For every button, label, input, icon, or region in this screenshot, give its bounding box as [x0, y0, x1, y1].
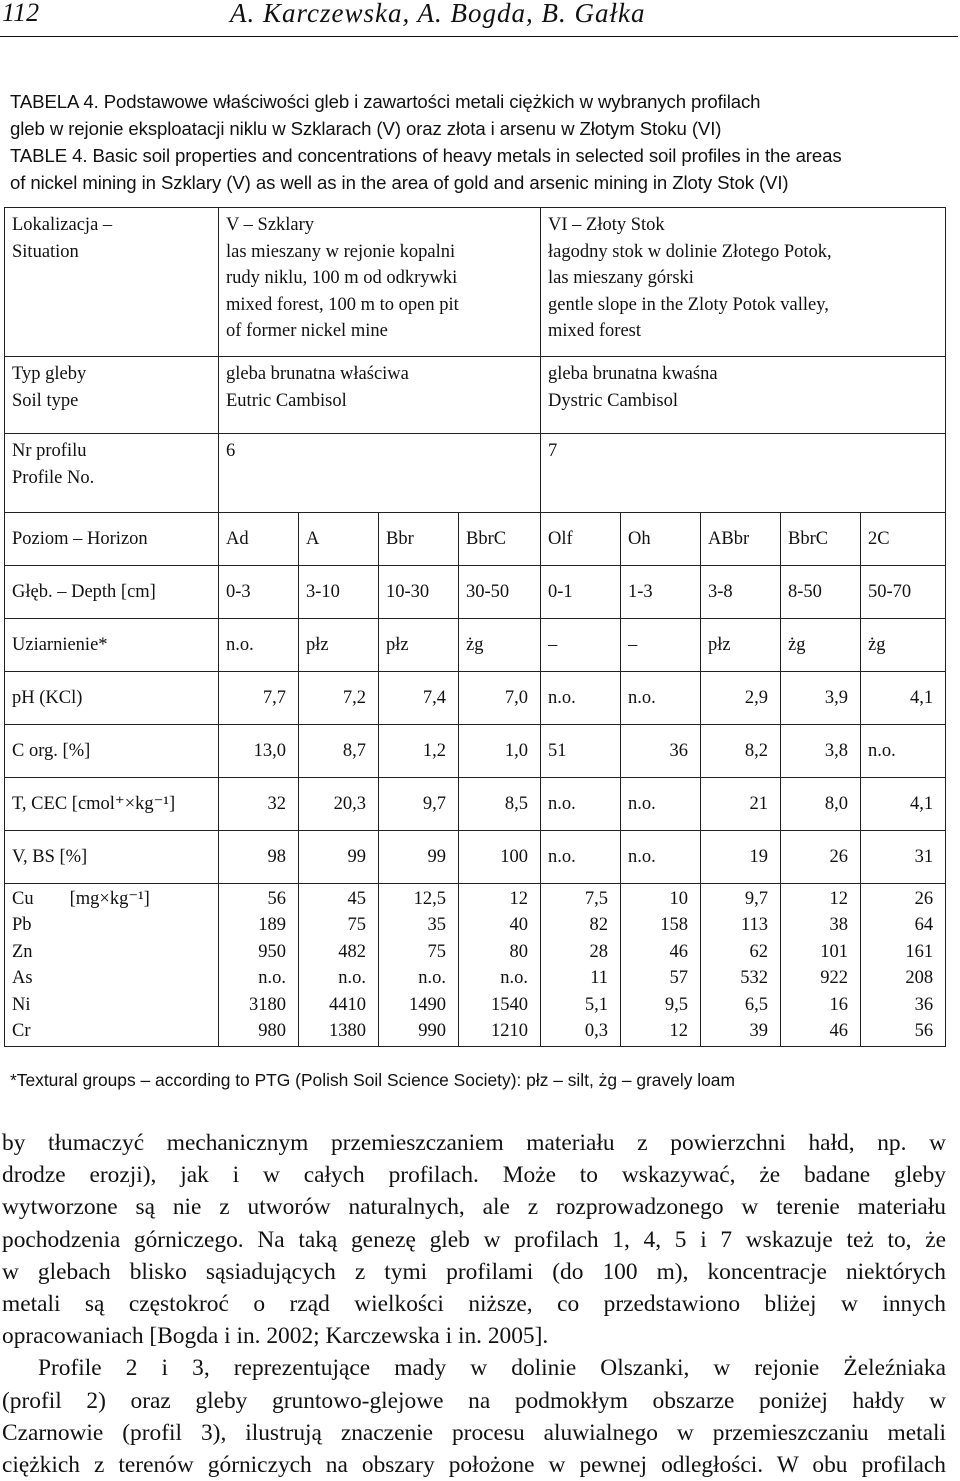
table-cell: płz: [299, 619, 379, 672]
text-line: ciężkich z terenów górniczych na obszary położone w pewnej odległości. W obu profilach: [2, 1452, 946, 1479]
metal-values-cell: 9,7 113 62 532 6,5 39: [701, 884, 781, 1047]
table-row-cec: [5, 778, 946, 831]
table-cell: n.o.: [621, 831, 701, 884]
table-row-horizon: [5, 513, 946, 566]
table-cell: 7,2: [299, 672, 379, 725]
text-line: pochodzenia górniczego. Na taką genezę gleb w profilach 1, 4, 5 i 7 wskazuje też to, że: [2, 1226, 946, 1253]
metal-values-cell: 56 189 950 n.o. 3180 980: [219, 884, 299, 1047]
metal-values-cell: 12 38 101 922 16 46: [781, 884, 861, 1047]
metal-values-cell: 10 158 46 57 9,5 12: [621, 884, 701, 1047]
metal-name: Zn: [12, 941, 33, 962]
text-line: by tłumaczyć mechanicznym przemieszczaniem materiału z powierzchni hałd, np. w: [2, 1130, 946, 1156]
table-cell: 7,4: [379, 672, 459, 725]
table-cell: 3,8: [781, 725, 861, 778]
table-cell: 10-30: [379, 566, 459, 619]
caption-line: TABLE 4. Basic soil properties and concentrations of heavy metals in selected soil profiles in the areas: [10, 145, 842, 166]
table-cell: 1-3: [621, 566, 701, 619]
table-cell: 51: [541, 725, 621, 778]
table-cell: 8,0: [781, 778, 861, 831]
row-label: Poziom – Horizon: [5, 513, 219, 566]
soil-properties-table: [4, 207, 946, 1047]
profile-no-v-cell: 6: [219, 434, 541, 513]
table-cell: 50-70: [861, 566, 946, 619]
text-line: wytworzone są nie z utworów naturalnych, ale z rozprowadzonego w terenie materiału: [2, 1194, 946, 1221]
table-cell: 21: [701, 778, 781, 831]
metal-name: Cr: [12, 1021, 31, 1041]
caption-line: gleb w rejonie eksploatacji niklu w Szklarach (V) oraz złota i arsenu w Złotym Stoku (VI): [10, 118, 722, 139]
table-cell: 30-50: [459, 566, 541, 619]
table-cell: 100: [459, 831, 541, 884]
text-line: Czarnowie (profil 3), ilustrują znaczenie procesu aluwialnego w przemieszczaniu metali: [2, 1419, 946, 1446]
page-header: [0, 0, 958, 37]
row-label: T, CEC [cmol⁺×kg⁻¹]: [5, 778, 219, 831]
body-text: [2, 1127, 946, 1481]
table-cell: 99: [379, 831, 459, 884]
metal-values-cell: 26 64 161 208 36 56: [861, 884, 946, 1047]
table-cell: BbrC: [781, 513, 861, 566]
table-cell: 1,2: [379, 725, 459, 778]
table-cell: 8-50: [781, 566, 861, 619]
row-label: Nr profilu Profile No.: [5, 434, 219, 513]
table-row-location: [5, 208, 946, 357]
table-cell: płz: [379, 619, 459, 672]
table-cell: żg: [459, 619, 541, 672]
soil-type-v-cell: gleba brunatna właściwa Eutric Cambisol: [219, 357, 541, 434]
table-cell: 2C: [861, 513, 946, 566]
table-cell: 3,9: [781, 672, 861, 725]
table-cell: n.o.: [861, 725, 946, 778]
text-line: w glebach blisko sąsiadujących z tymi profilami (do 100 m), koncentracje niektórych: [2, 1258, 946, 1285]
table-cell: Oh: [621, 513, 701, 566]
table-cell: 19: [701, 831, 781, 884]
table-cell: n.o.: [541, 778, 621, 831]
table-cell: 20,3: [299, 778, 379, 831]
table-cell: 26: [781, 831, 861, 884]
table-row-soil-type: [5, 357, 946, 434]
table-footnote: *Textural groups – according to PTG (Polish Soil Science Society): płz – silt, żg – gravely loam: [10, 1070, 735, 1090]
table-caption: [10, 88, 950, 196]
table-cell: n.o.: [541, 672, 621, 725]
text-line: metali są częstokroć o rząd wielkości niższe, co przedstawiono bliżej w innych: [2, 1291, 946, 1318]
text-line: (profil 2) oraz gleby gruntowo-glejowe na podmokłym obszarze poniżej hałdy w: [2, 1387, 946, 1414]
table-cell: 4,1: [861, 672, 946, 725]
table-cell: 7,0: [459, 672, 541, 725]
table-row-corg: [5, 725, 946, 778]
page-number: 112: [2, 0, 40, 27]
metal-unit: [mg×kg⁻¹]: [69, 888, 150, 909]
row-label: Głęb. – Depth [cm]: [5, 566, 219, 619]
table-cell: Olf: [541, 513, 621, 566]
table-cell: 0-3: [219, 566, 299, 619]
table-cell: n.o.: [621, 672, 701, 725]
table-cell: n.o.: [621, 778, 701, 831]
location-v-cell: V – Szklary las mieszany w rejonie kopalni rudy niklu, 100 m od odkrywki mixed forest, 100 m to open pit of former nickel mine: [219, 208, 541, 357]
table-cell: 13,0: [219, 725, 299, 778]
table-row-depth: [5, 566, 946, 619]
table-cell: żg: [861, 619, 946, 672]
table-cell: 4,1: [861, 778, 946, 831]
table-row-texture: [5, 619, 946, 672]
table-row-bs: [5, 831, 946, 884]
row-label: C org. [%]: [5, 725, 219, 778]
row-label: pH (KCl): [5, 672, 219, 725]
row-label: Uziarnienie*: [5, 619, 219, 672]
table-row-metals: [5, 884, 946, 1047]
table-cell: Bbr: [379, 513, 459, 566]
table-cell: 2,9: [701, 672, 781, 725]
text-line: Profile 2 i 3, reprezentujące mady w dolinie Olszanki, w rejonie Żeleźniaka: [38, 1355, 946, 1382]
table-cell: –: [541, 619, 621, 672]
table-cell: 98: [219, 831, 299, 884]
table-cell: 9,7: [379, 778, 459, 831]
metal-name: As: [12, 968, 33, 988]
profile-no-vi-cell: 7: [541, 434, 946, 513]
metal-name: Ni: [12, 994, 31, 1015]
row-label: Typ gleby Soil type: [5, 357, 219, 434]
table-cell: 1,0: [459, 725, 541, 778]
table-cell: BbrC: [459, 513, 541, 566]
table-cell: 3-10: [299, 566, 379, 619]
table-cell: A: [299, 513, 379, 566]
metal-values-cell: 7,5 82 28 11 5,1 0,3: [541, 884, 621, 1047]
table-row-profile-no: [5, 434, 946, 513]
caption-line: TABELA 4. Podstawowe właściwości gleb i zawartości metali ciężkich w wybranych profilach: [10, 91, 761, 112]
metal-labels-cell: [5, 884, 219, 1047]
table-cell: n.o.: [219, 619, 299, 672]
table-cell: 3-8: [701, 566, 781, 619]
table-cell: 31: [861, 831, 946, 884]
table-cell: 99: [299, 831, 379, 884]
table-cell: ABbr: [701, 513, 781, 566]
running-head: A. Karczewska, A. Bogda, B. Gałka: [230, 0, 646, 28]
metal-name: Cu: [12, 888, 34, 909]
table-cell: n.o.: [541, 831, 621, 884]
table-cell: –: [621, 619, 701, 672]
metal-values-cell: 12 40 80 n.o. 1540 1210: [459, 884, 541, 1047]
table-cell: płz: [701, 619, 781, 672]
row-label: Lokalizacja – Situation: [5, 208, 219, 357]
table-row-ph: [5, 672, 946, 725]
table-cell: 36: [621, 725, 701, 778]
metal-values-cell: 12,5 35 75 n.o. 1490 990: [379, 884, 459, 1047]
table-cell: 8,5: [459, 778, 541, 831]
metal-name: Pb: [12, 915, 32, 935]
location-vi-cell: VI – Złoty Stok łagodny stok w dolinie Złotego Potok, las mieszany górski gentle slope in the Zloty Potok valley, mixed forest: [541, 208, 946, 357]
table-cell: 8,2: [701, 725, 781, 778]
table-cell: 7,7: [219, 672, 299, 725]
text-line: drodze erozji), jak i w całych profilach. Może to wskazywać, że badane gleby: [2, 1162, 946, 1189]
table-cell: Ad: [219, 513, 299, 566]
metal-values-cell: 45 75 482 n.o. 4410 1380: [299, 884, 379, 1047]
caption-line: of nickel mining in Szklary (V) as well as in the area of gold and arsenic mining in Zloty Stok (VI): [10, 172, 789, 193]
soil-type-vi-cell: gleba brunatna kwaśna Dystric Cambisol: [541, 357, 946, 434]
row-label: V, BS [%]: [5, 831, 219, 884]
text-line: opracowaniach [Bogda i in. 2002; Karczewska i in. 2005].: [2, 1323, 549, 1350]
table-cell: 8,7: [299, 725, 379, 778]
table-cell: 0-1: [541, 566, 621, 619]
table-cell: żg: [781, 619, 861, 672]
table-cell: 32: [219, 778, 299, 831]
